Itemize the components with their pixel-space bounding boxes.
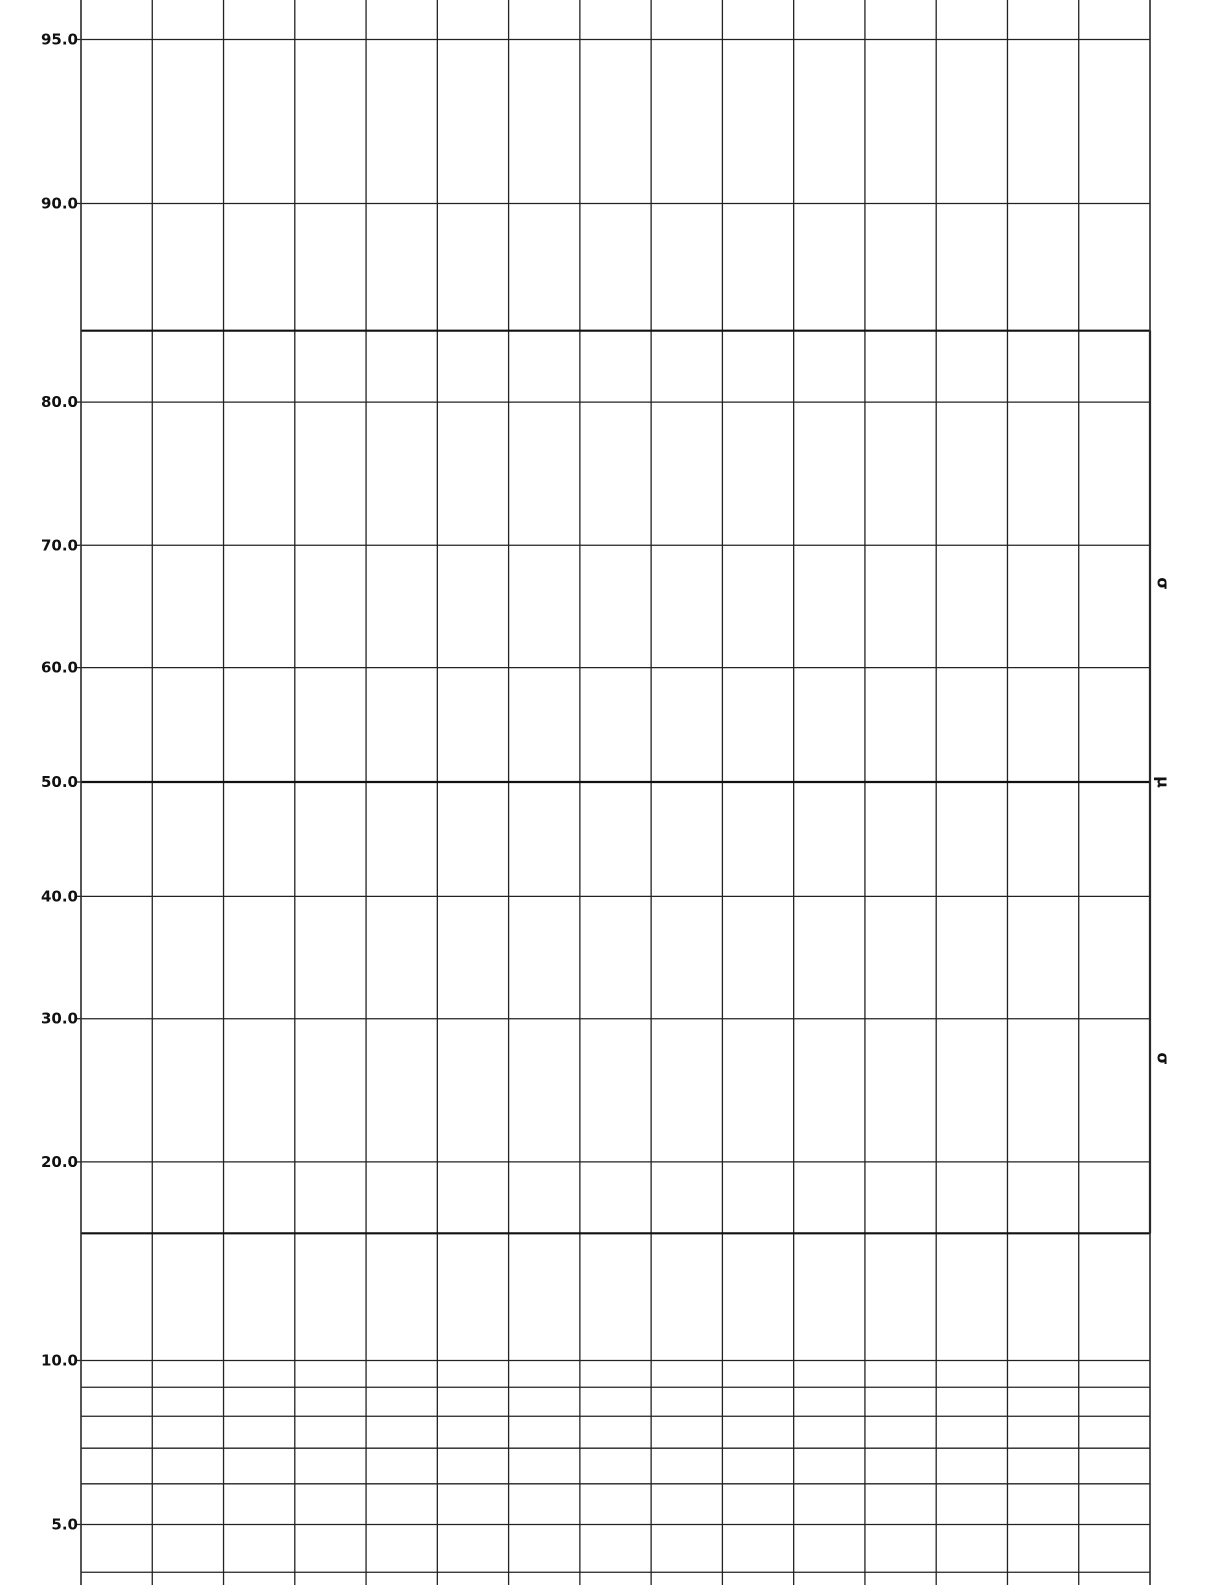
- sigma-marker: σ: [1153, 577, 1173, 590]
- y-tick-label: 70.0: [40, 536, 78, 555]
- y-tick-label: 60.0: [40, 658, 78, 677]
- y-tick-label: 80.0: [40, 393, 78, 412]
- y-tick-label: 95.0: [40, 30, 78, 49]
- sigma-marker: σ: [1153, 1052, 1173, 1065]
- plot-frame: [81, 0, 1150, 1585]
- mu-marker: μ: [1153, 776, 1173, 788]
- y-tick-label: 5.0: [51, 1515, 78, 1534]
- y-tick-label: 90.0: [40, 194, 78, 213]
- y-tick-label: 20.0: [40, 1152, 78, 1171]
- y-tick-label: 10.0: [40, 1351, 78, 1370]
- y-tick-label: 30.0: [40, 1009, 78, 1028]
- y-tick-label: 40.0: [40, 887, 78, 906]
- y-tick-label: 50.0: [40, 773, 78, 791]
